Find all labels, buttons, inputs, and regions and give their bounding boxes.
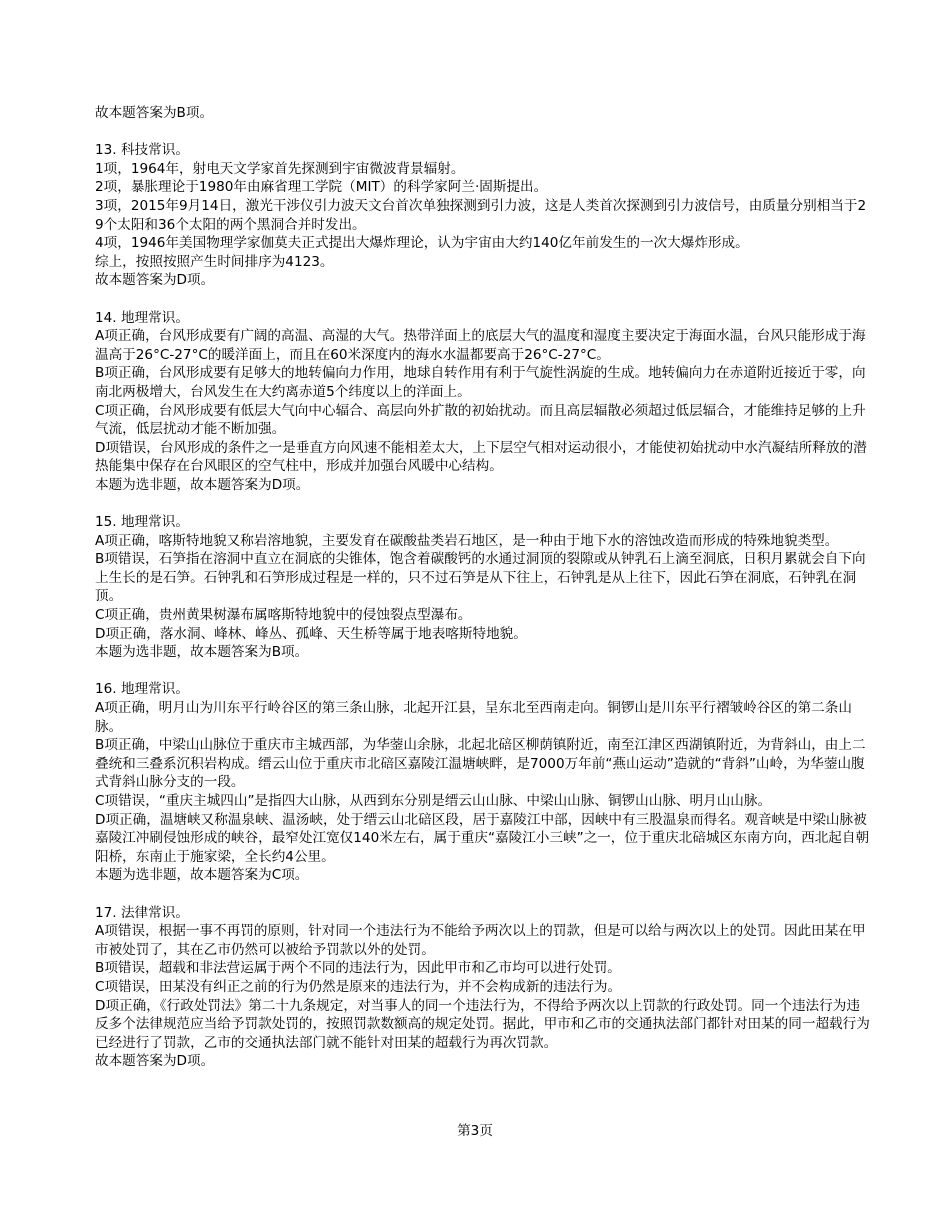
section-heading: 16. 地理常识。 <box>95 681 189 698</box>
paragraph-line: C项错误，“重庆主城四山”是指四大山脉，从西到东分别是缙云山山脉、中梁山山脉、铜锣山山脉、明月山山脉。 <box>95 792 772 809</box>
paragraph-line: B项错误，超载和非法营运属于两个不同的违法行为，因此甲市和乙市均可以进行处罚。 <box>95 960 621 977</box>
paragraph-line: 1项，1964年，射电天文学家首先探测到宇宙微波背景辐射。 <box>95 160 465 177</box>
section-15 <box>95 513 870 662</box>
document-body <box>95 104 870 1071</box>
section-heading: 17. 法律常识。 <box>95 904 189 921</box>
paragraph-line: C项正确，台风形成要有低层大气向中心辐合、高层向外扩散的初始扰动。而且高层辐散必须超过低层辐合，才能维持足够的上升气流，低层扰动才能不断加强。 <box>95 402 866 438</box>
paragraph-line: D项正确，温塘峡又称温泉峡、温汤峡，处于缙云山北碚区段，居于嘉陵江中部，因峡中有三股温泉而得名。观音峡是中梁山脉被嘉陵江冲刷侵蚀形成的峡谷，最窄处江宽仅140米左右，属于重庆“嘉陵江小三峡”之一，位于重庆北碚城区东南方向，西北起自朝阳桥，东南止于施家梁，全长约4公里。 <box>95 811 870 865</box>
section-14 <box>95 309 870 495</box>
page-number: 第3页 <box>457 1123 493 1139</box>
paragraph-line: 3项，2015年9月14日，激光干涉仪引力波天文台首次单独探测到引力波，这是人类首次探测到引力波信号，由质量分别相当于29个太阳和36个太阳的两个黑洞合并时发出。 <box>95 197 867 233</box>
answer-line: 本题为选非题，故本题答案为C项。 <box>95 867 309 884</box>
intro-line: 故本题答案为B项。 <box>95 105 214 121</box>
paragraph-line: 4项，1946年美国物理学家伽莫夫正式提出大爆炸理论，认为宇宙由大约140亿年前发生的一次大爆炸形成。 <box>95 235 749 252</box>
section-16 <box>95 680 870 885</box>
answer-line: 本题为选非题，故本题答案为D项。 <box>95 476 310 493</box>
paragraph-line: B项正确，台风形成要有足够大的地转偏向力作用，地球自转作用有利于气旋性涡旋的生成。地转偏向力在赤道附近接近于零，向南北两极增大，台风发生在大约离赤道5个纬度以上的洋面上。 <box>95 365 866 400</box>
paragraph-line: C项正确，贵州黄果树瀑布属喀斯特地貌中的侵蚀裂点型瀑布。 <box>95 607 472 624</box>
paragraph-line: 2项，暴胀理论于1980年由麻省理工学院（MIT）的科学家阿兰·固斯提出。 <box>95 179 548 196</box>
answer-line: 本题为选非题，故本题答案为B项。 <box>95 644 309 661</box>
paragraph-line: 综上，按照按照产生时间排序为4123。 <box>95 253 334 270</box>
section-13 <box>95 141 870 290</box>
section-17 <box>95 904 870 1071</box>
paragraph-line: B项错误，石笋指在溶洞中直立在洞底的尖锥体，饱含着碳酸钙的水通过洞顶的裂隙或从钟乳石上滴至洞底，日积月累就会自下向上生长的是石笋。石钟乳和石笋形成过程是一样的，只不过石笋是从下往上，石钟乳是从上往下，因此石笋在洞底，石钟乳在洞顶。 <box>95 551 866 605</box>
paragraph-line: B项正确，中梁山山脉位于重庆市主城西部，为华蓥山余脉，北起北碚区柳荫镇附近，南至江津区西湖镇附近，为背斜山，由上二叠统和三叠系沉积岩构成。缙云山位于重庆市北碚区嘉陵江温塘峡畔，是7000万年前“燕山运动”造就的“背斜”山岭，为华蓥山腹式背斜山脉分支的一段。 <box>95 737 866 791</box>
paragraph-line: A项正确，明月山为川东平行岭谷区的第三条山脉，北起开江县，呈东北至西南走向。铜锣山是川东平行褶皱岭谷区的第二条山脉。 <box>95 700 852 735</box>
paragraph-line: C项错误，田某没有纠正之前的行为仍然是原来的违法行为，并不会构成新的违法行为。 <box>95 978 622 995</box>
section-heading: 14. 地理常识。 <box>95 309 189 326</box>
answer-line: 故本题答案为D项。 <box>95 1053 215 1070</box>
paragraph-line: D项正确，落水洞、峰林、峰丛、孤峰、天生桥等属于地表喀斯特地貌。 <box>95 625 527 642</box>
paragraph-line: D项错误，台风形成的条件之一是垂直方向风速不能相差太大，上下层空气相对运动很小，才能使初始扰动中水汽凝结所释放的潜热能集中保存在台风眼区的空气柱中，形成并加强台风暖中心结构。 <box>95 439 867 475</box>
answer-line: 故本题答案为D项。 <box>95 272 215 289</box>
paragraph-line: A项正确，喀斯特地貌又称岩溶地貌，主要发育在碳酸盐类岩石地区，是一种由于地下水的溶蚀改造而形成的特殊地貌类型。 <box>95 532 839 549</box>
paragraph-line: D项正确，《行政处罚法》第二十九条规定，对当事人的同一个违法行为，不得给予两次以上罚款的行政处罚。同一个违法行为违反多个法律规范应当给予罚款处罚的，按照罚款数额高的规定处罚。据此，甲市和乙市的交通执法部门都针对田某的同一超载行为已经进行了罚款，乙市的交通执法部门就不能针对田某的超载行为再次罚款。 <box>95 997 870 1051</box>
section-heading: 13. 科技常识。 <box>95 142 189 159</box>
section-heading: 15. 地理常识。 <box>95 514 189 531</box>
paragraph-line: A项错误，根据一事不再罚的原则，针对同一个违法行为不能给予两次以上的罚款，但是可以给与两次以上的处罚。因此田某在甲市被处罚了，其在乙市仍然可以被给予罚款以外的处罚。 <box>95 923 866 958</box>
paragraph-line: A项正确，台风形成要有广阔的高温、高湿的大气。热带洋面上的底层大气的温度和湿度主要决定于海面水温，台风只能形成于海温高于26°C-27°C的暖洋面上，而且在60米深度内的海水水温都要高于26°C-27°C。 <box>95 328 866 363</box>
